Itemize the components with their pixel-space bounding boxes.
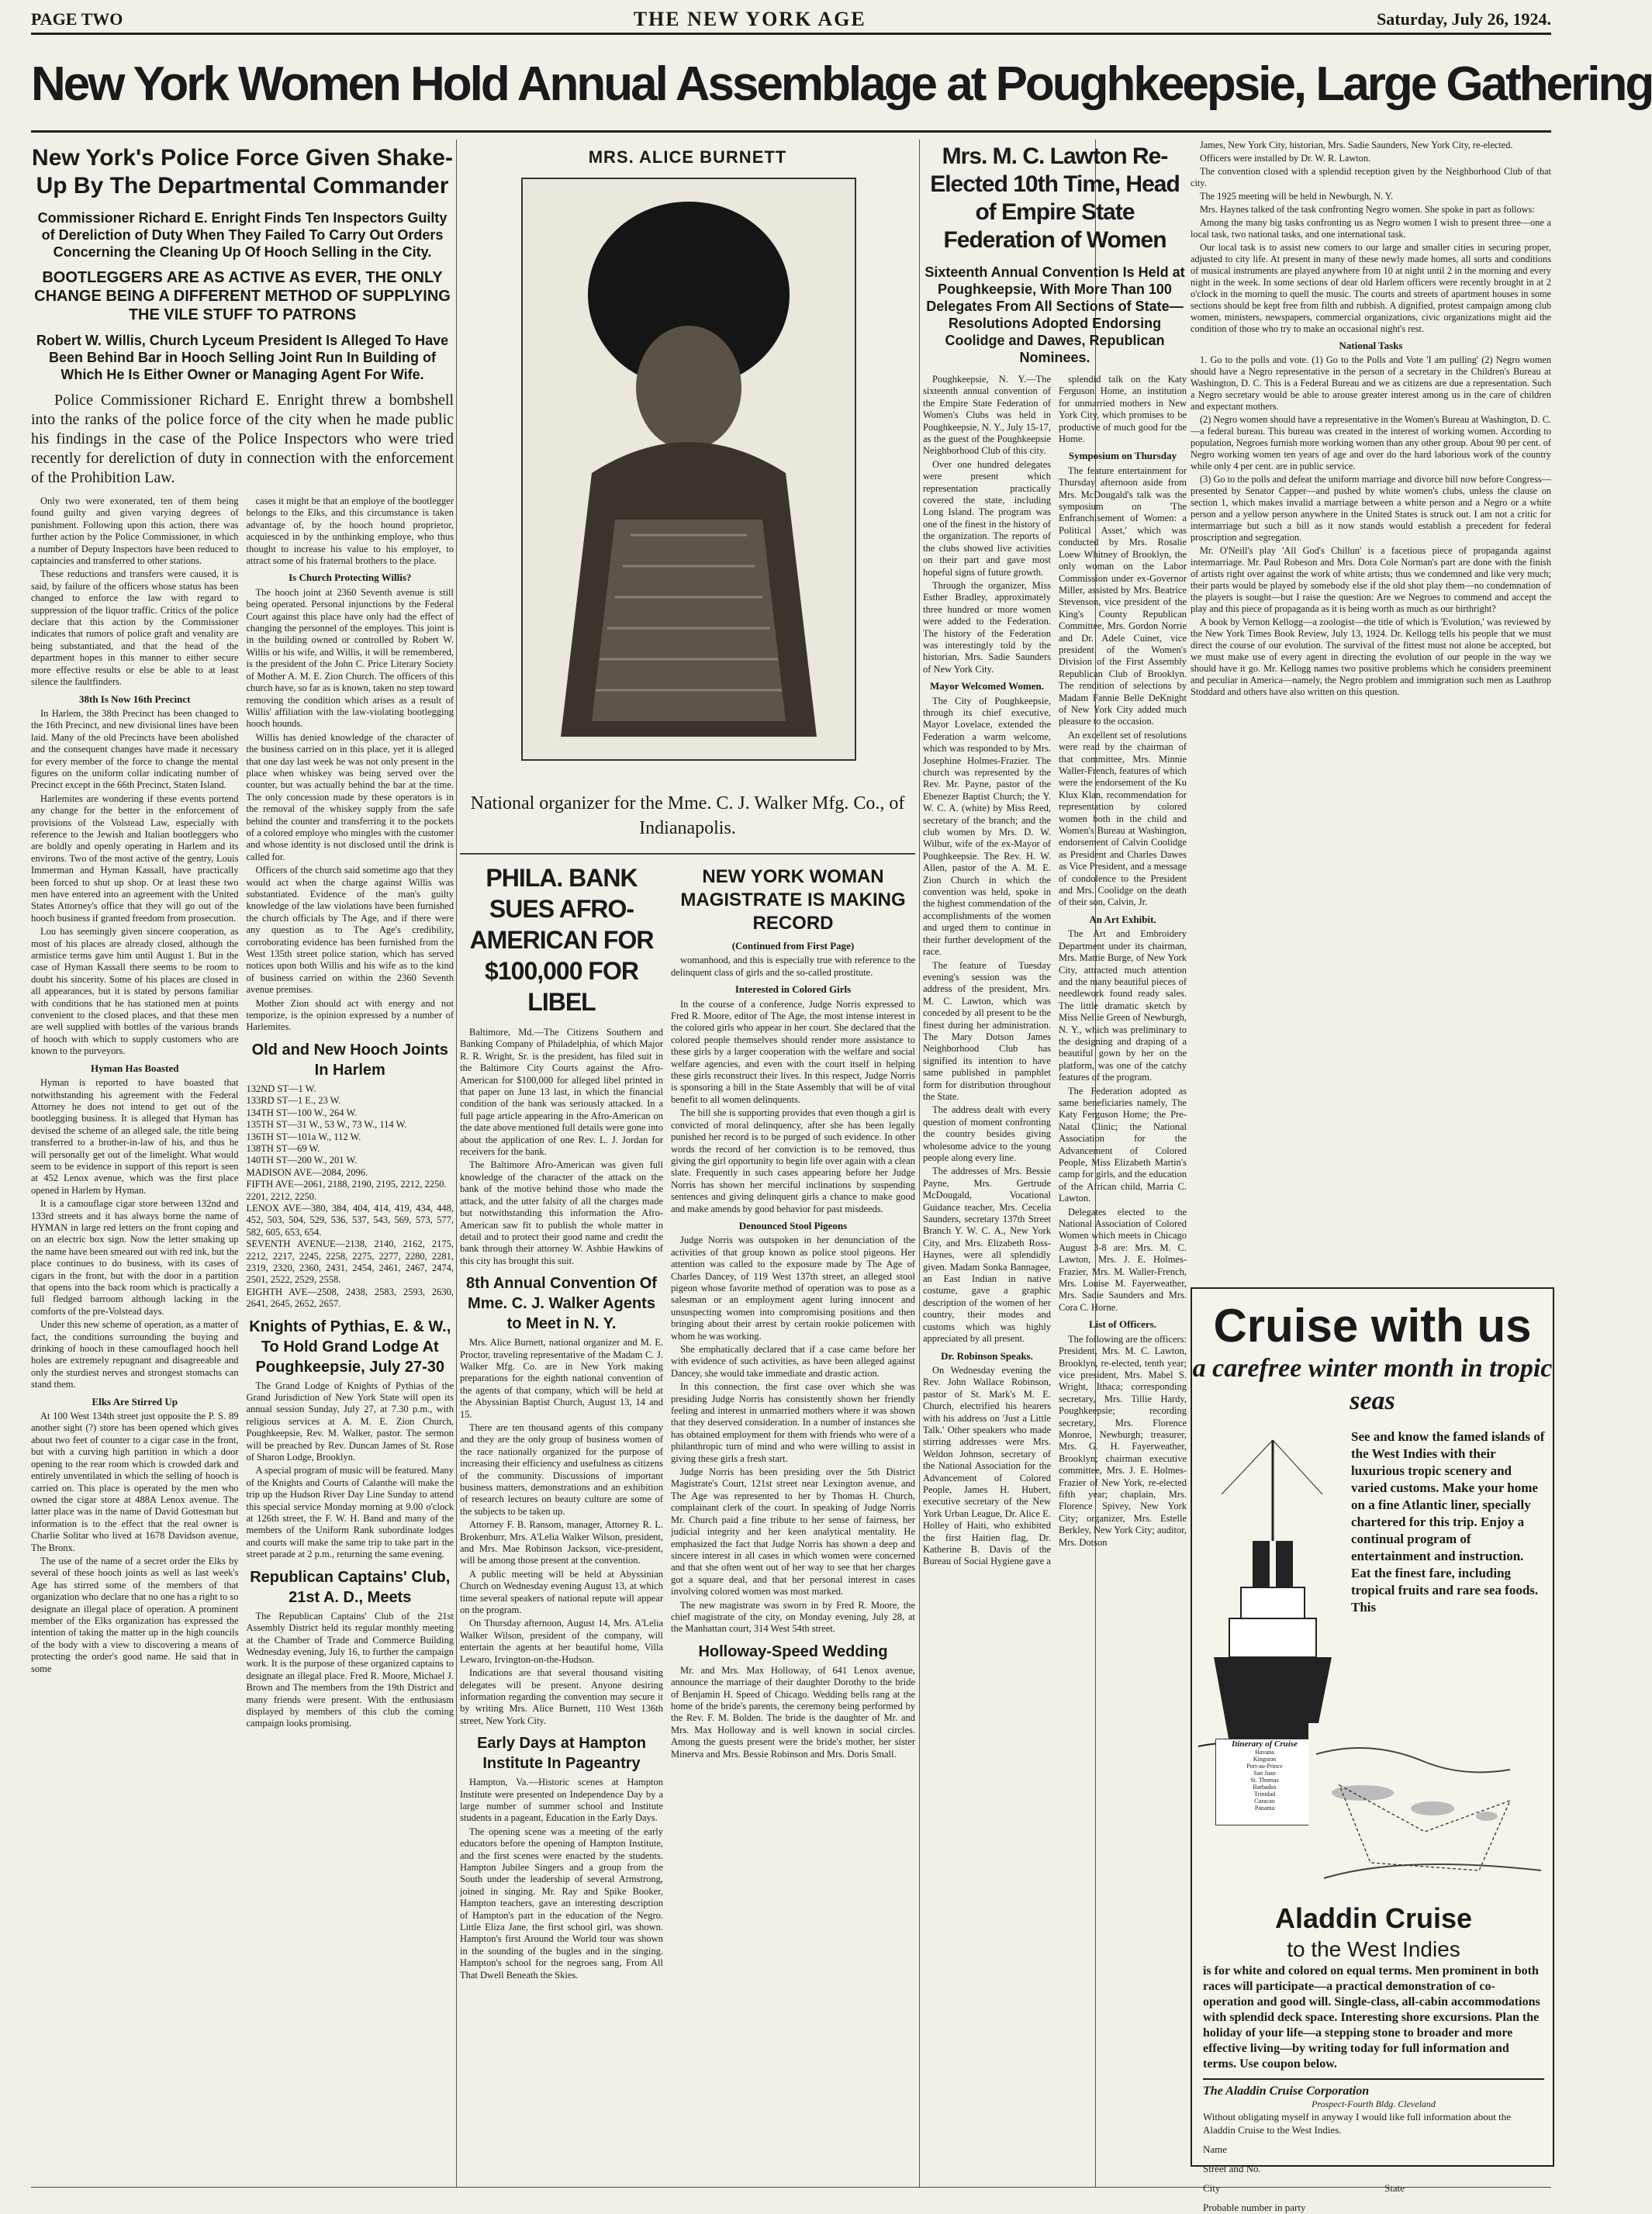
rep-headline: Republican Captains' Club, 21st A. D., Meets <box>250 1568 451 1606</box>
paragraph: The Republican Captains' Club of the 21st Assembly District held its regular monthly meeting at the Chamber of Trade and Commerce Building Wednesday evening, July 16, to further the campaign work. It is the purpose of these organized captains to designate an illegal place. Fred R. Moore, Michael J. Brown and The members from the 19th District and many friends were present. With the enthusiasm displayed by members of this club the coming campaign looks promising. <box>246 1610 454 1729</box>
magistrate-headline: NEW YORK WOMAN MAGISTRATE IS MAKING RECORD <box>680 866 906 934</box>
subhead: 38th Is Now 16th Precinct <box>79 693 191 705</box>
list-item: 132ND ST—1 W. <box>246 1083 316 1094</box>
paragraph: cases it might be that an employe of the bootlegger belongs to the Elks, and this circumstance is taken advantage of, by the hooch hound proprietor, acquiesced in by the unthinking employe, who thus thought to increase his value to his employer, to attract some of his fraternal brothers to the place. <box>246 496 454 567</box>
paragraph: The Art and Embroidery Department under its chairman, Mrs. Mattie Burge, of New York City, attracted much attention and the many beautiful pieces of needlework found ready sales. The little dramatic sketch by Miss Nellie Green of Newburgh, N. Y., which was preliminary to the designing and draping of a beautiful gown by her on the platform, was one of the catchy features of the program. <box>1059 928 1187 1083</box>
itinerary-box <box>1215 1739 1314 1825</box>
itinerary-row: Trinidad <box>1253 1791 1276 1798</box>
issue-date: Saturday, July 26, 1924. <box>1377 9 1551 29</box>
ad-body: See and know the famed islands of the West Indies with their luxurious tropic scenery and varied customs. Make your home on a fine Atlantic liner, specially chartered for this trip. Enjoy a continual program of entertainment and instruction. Eat the finest fare, including tropical fruits and rare sea foods. This <box>1351 1429 1545 1615</box>
list-item: MADISON AVE—2084, 2096. <box>246 1166 368 1178</box>
phila-headline: PHILA. BANK SUES AFRO-AMERICAN FOR $100,000 FOR LIBEL <box>469 864 654 1016</box>
paragraph: Mr. O'Neill's play 'All God's Chillun' is a facetious piece of propaganda against intermarriage. Mr. Paul Robeson and Mrs. Dora Cole Norman's part are done with the finish of artists right over against the work of white artists; thus we condemned and like very much; their parts would be played by somebody else if the old shot play them—no condemnation of the players is sought—but I raise the question: Are we Negroes to commend and accept the play and this piece of propaganda as it is being worth as much as our birthright? <box>1191 545 1551 614</box>
itinerary-row: Port-au-Prince <box>1246 1763 1283 1770</box>
paragraph: The opening scene was a meeting of the early educators before the opening of Hampton Institute, and the first scenes were enacted by the students. Hampton Jubilee Singers and a group from the South under the leadership of several Armstrong, joined in singing. Mr. Ray and Spike Booker, Hampton teachers, gave an interesting description of Hampton's part in the education of the Negro. Little Eliza Jane, the first school girl, was shown. Hampton's first Around the World tour was shown in the sounding of the bugles and in the singing. Hampton's school for the negroes sang, From All That Dwell Beneath the Skies. <box>460 1825 663 1981</box>
cruise-advertisement <box>1191 1287 1554 2213</box>
paragraph: Mrs. Alice Burnett, national organizer and M. E. Proctor, traveling representative of the Madam C. J. Walker Mfg. Co. are in New York making preparations for the eighth national convention of the agents of that company, which will be held at the Abyssinian Baptist Church, August 13, 14 and 15. <box>460 1337 663 1420</box>
paragraph: A book by Vernon Kellogg—a zoologist—the title of which is 'Evolution,' was reviewed by the New York Times Book Review, July 13, 1924. Dr. Kellogg tells his people that we must direct the course of our evolution. The survival of the fittest must not alone be accepted, but we must make use of every agent in directing the evolution of our people in the way we should have it go. Mr. Kellogg names two positive problems which he considers preeminent and peculiar in America—namely, the Negro problem and immigration such men as Lauthrop Stoddard and others have also written on this question. <box>1191 617 1551 697</box>
ad-title: Cruise with us <box>1213 1300 1532 1352</box>
paragraph: Harlemites are wondering if these events portend any change for the better in the enforcement of provisions of the Volstead Law, especially with reference to the Jewish and Italian bootleggers who are boldly and openly operating in Harlem and its environs. Two of the most active of the gentry, Louis Immerman and Hyman Kassall, have practically been forced to shut up shop. Or at least these two men have entered into an agreement with the United States Attorney's office that they will go out of the hooch business if granted freedom from prosecution. <box>31 793 239 924</box>
paragraph: Willis has denied knowledge of the character of the business carried on in this place, yet it is alleged that one day last week he was not only present in the place when whiskey was being served over the counter, but was actually behind the bar at the time. The only concession made by these operators is in the removal of the whiskey supply from the safe behind the counter and transferring it to the pockets of a colored employe who mingles with the customer and whose identity is not disclosed until the drink is called for. <box>246 731 454 862</box>
paragraph: 1. Go to the polls and vote. (1) Go to the Polls and Vote 'I am pulling' (2) Negro women should have a Negro representative in the person of a secretary in the Children's Bureau at Washington, D. C. This is a Federal Bureau and we as citizens are due a representation. Such a Negro secretary would be able to arouse greater interest among us in the care of children and expectant mothers. <box>1191 354 1551 412</box>
ad-destination: to the West Indies <box>1287 1937 1460 1961</box>
paragraph: On Thursday afternoon, August 14, Mrs. A'Lelia Walker Wilson, president of the company, will entertain the agents at her beautiful home, Villa Lewaro, Irvington-on-the-Hudson. <box>460 1618 663 1665</box>
paragraph: The use of the name of a secret order the Elks by several of these hooch joints as well as last week's Age has stirred some of the members of that organization who declare that no one has a right to so designate an illegal place of operation. A prominent member of the Elks organization has expressed the intention of taking the matter up in the high councils of the body with a view to discovering a means of protecting the order's good name. He said that in some <box>31 1555 239 1674</box>
paragraph: Poughkeepsie, N. Y.—The sixteenth annual convention of the Empire State Federation of Women's Clubs was held in Poughkeepsie, N. Y., July 15-17, as the guest of the Poughkeepsie Neighborhood Club of this city. <box>923 374 1051 457</box>
paragraph: The convention closed with a splendid reception given by the Neighborhood Club of that city. <box>1191 166 1551 188</box>
subhead: Is Church Protecting Willis? <box>289 572 412 584</box>
coupon-city-field[interactable]: City <box>1203 2182 1221 2194</box>
lawton-article <box>923 140 1187 1567</box>
paragraph: James, New York City, historian, Mrs. Sadie Saunders, New York City, re-elected. <box>1200 140 1513 150</box>
list-item: 136TH ST—101a W., 112 W. <box>246 1131 361 1142</box>
paragraph: Officers were installed by Dr. W. R. Lawton. <box>1200 153 1371 164</box>
paragraph: Officers of the church said sometime ago that they would act when the charge against Willis was substantiated. Evidence of the man's guilty knowledge of the law violations have been furnished the church officials by The Age, and if there were any question as to The Age's credibility, corroborating evidence has been furnished from the West 135th street police station, which has served notices upon both Willis and his wife as to the kind of business carried on within the 2360 Seventh avenue premises. <box>246 865 454 996</box>
subhead: An Art Exhibit. <box>1089 913 1156 925</box>
paragraph: In Harlem, the 38th Precinct has been changed to the 16th Precinct, and new divisional lines have been laid. Many of the old Precincts have been abolished and the consequent changes have made it necessary for every member of the force to change the mental figures on the uniform collar indicating number of Precinct except in the 66th Precinct, Staten Island. <box>31 707 239 791</box>
kop-headline: Knights of Pythias, E. & W., To Hold Grand Lodge At Poughkeepsie, July 27-30 <box>249 1318 451 1376</box>
police-deck-1: Commissioner Richard E. Enright Finds Ten Inspectors Guilty of Dereliction of Duty When They Failed To Carry Out Orders Concerning the Cleaning Up Of Hooch Selling in the City. <box>37 210 448 260</box>
paragraph: At 100 West 134th street just opposite the P. S. 89 another sight (?) store has been opened which gives about two feet of counter to a cigar case in the front, but with a curving high partition in which a door opening to the rear room which is crowded dark and entirely unventilated in which the selling of hooch is carried on. This place is operated by the men who owned the cigar store at 488A Lenox avenue. The latter place was in the name of David Gottesman but information is to the effect that the real owner is Charlie Solitar who lived at 1678 Davidson avenue, The Bronx. <box>31 1411 239 1553</box>
paragraph: A public meeting will be held at Abyssinian Church on Wednesday evening August 13, at which time several speakers of national repute will appear on the program. <box>460 1568 663 1616</box>
paragraph: Baltimore, Md.—The Citizens Southern and Banking Company of Philadelphia, of which Major R. R. Wright, Sr. is the president, has filed suit in the Baltimore City Courts against the Afro-American for $100,000 for alleged libel printed in that paper on June 13 last, in which the financial condition of the bank was seriously attacked. In a full page article appearing in the Afro-American on the date above mentioned full details were gone into about the application of one Rev. L. J. Jordan for receivers for the bank. <box>460 1027 663 1158</box>
paragraph: The feature entertainment for Thursday afternoon aside from Mrs. McDougald's talk was the symposium on 'The Enfranchisement of Women: a Political Asset,' which was conducted by Mrs. Rosalie Loew Whitney of Brooklyn, the only woman on the Labor Commission under ex-Governor Miller, assisted by Mrs. Beatrice Stevenson, vice president of the King's County Republican Committee, Mrs. Gordon Norrie and Dr. Adele Cuinet, vice president of the Women's Division of the First Assembly Republican Club of Brooklyn. The rendition of selections by Madam Fannie Belle DeKnight of New York City added much pleasure to the occasion. <box>1059 465 1187 727</box>
list-item: 138TH ST—69 W. <box>246 1142 320 1154</box>
police-article <box>31 140 454 2187</box>
paper-name: THE NEW YORK AGE <box>633 8 866 30</box>
paragraph: She emphatically declared that if a case came before her with evidence of such activities, as have been alleged against Dancey, she would take immediate and drastic action. <box>671 1344 915 1379</box>
lawton-headline: Mrs. M. C. Lawton Re-Elected 10th Time, Head of Empire State Federation of Women <box>930 143 1180 253</box>
continued-note: (Continued from First Page) <box>731 940 855 952</box>
paragraph: womanhood, and this is especially true with reference to the delinquent class of girls and the so-called prostitute. <box>671 955 915 978</box>
paragraph: The bill she is supporting provides that even though a girl is convicted of moral delinquency, after she has been legally punished her record is to be purged of such evidence. In other words the record of her conviction is to be removed, thus giving the girl opportunity to begin life over again with a clean slate. Frequently in such cases appearing before her Judge Norris has shown her merciful inclinations by suspending sentences and giving delinquent girls a chance to make good and make amends by good behavior for past misdeeds. <box>671 1107 915 1214</box>
photo-box <box>460 140 915 855</box>
paragraph: Among the many big tasks confronting us as Negro women I wish to present three—one a local task, two national tasks, and one international task. <box>1191 217 1551 240</box>
paragraph: Mrs. Haynes talked of the task confronting Negro women. She spoke in part as follows: <box>1200 204 1535 215</box>
paragraph: (3) Go to the polls and defeat the uniform marriage and divorce bill now before Congress—presented by Senator Capper—and pushed by white women's clubs, unless the clause on section 1, which makes invalid a marriage between a white person and a Negro or a white person and a yellow person anywhere in the United States is struck out. I am not a critic for intermarriage but such a bill as it now stands would establish a precedent for federal proscription and segregation. <box>1191 474 1551 543</box>
coupon[interactable] <box>1203 2078 1544 2214</box>
ad-lower <box>1203 1901 1544 2214</box>
ad-corporation: The Aladdin Cruise Corporation <box>1203 2084 1370 2098</box>
paragraph: The feature of Tuesday evening's session was the address of the president, Mrs. M. C. Lawton, which was conceded by all present to be the finest during her administration. The Mary Dotson James Neighborhood Club has signified its intention to have same published in pamphlet form for distribution throughout the State. <box>923 959 1051 1102</box>
subhead: Denounced Stool Pigeons <box>738 1219 848 1231</box>
photo-caption: National organizer for the Mme. C. J. Walker Mfg. Co., of Indianapolis. <box>470 793 905 838</box>
subhead: National Tasks <box>1339 340 1403 351</box>
ad-subtitle: a carefree winter month in tropic seas <box>1192 1354 1553 1415</box>
itinerary-row: St. Thomas <box>1250 1777 1279 1784</box>
lawton-col-b <box>1059 374 1187 1570</box>
photo-title: MRS. ALICE BURNETT <box>588 147 787 167</box>
walker-headline: 8th Annual Convention Of Mme. C. J. Walker Agents to Meet in N. Y. <box>466 1275 657 1333</box>
subhead: Mayor Welcomed Women. <box>930 680 1044 693</box>
police-col-b <box>247 496 454 1732</box>
itinerary-row: San Juan <box>1253 1770 1276 1777</box>
subhead: Elks Are Stirred Up <box>92 1395 178 1407</box>
itinerary-row: Havana <box>1255 1749 1274 1756</box>
paragraph: (2) Negro women should have a representative in the Women's Bureau at Washington, D. C.—a federal bureau. This bureau was created in the interest of working women. According to population, Negroes furnish more working women than any other group. About 90 per cent. of Negro working women ten years of age and over do the hard laborious work of the country while only 4 per cent. are in public service. <box>1191 414 1551 471</box>
itinerary-row: Barbados <box>1253 1784 1277 1791</box>
paragraph: Over one hundred delegates were present which representation practically covered the state, including Long Island. The program was one of the finest in the history of the organization. The reports of the clubs showed live activities on their part and gave most hopeful signs of future growth. <box>923 458 1051 578</box>
ad-paragraph: is for white and colored on equal terms. Men prominent in both races will participate—a practical demonstration of co-operation and good will. Single-class, all-cabin accommodations with splendid deck space. Interesting shore excursions. Plan the holiday of your life—a stepping stone to broader and more effective living—by writing today for full information and terms. Use coupon below. <box>1203 1964 1540 2071</box>
paragraph: These reductions and transfers were caused, it is said, by failure of the officers whose status has been changed to enforce the law with regard to suppression of the liquor traffic. Critics of the police declare that this action by the Commissioner indicates that rumors of police graft and venality are being substantiated, and that the head of the department hopes in this manner to either secure more effective results or else be able to at least silence the faultfinders. <box>31 568 239 688</box>
paragraph: Through the organizer, Miss Esther Bradley, approximately three hundred or more women were added to the Federation. The history of the Federation was interestingly told by the historian, Mrs. Sadie Saunders of New York City. <box>923 579 1051 675</box>
coupon-name-field[interactable]: Name <box>1203 2143 1228 2155</box>
paragraph: The addresses of Mrs. Bessie Payne, Mrs. Gertrude McDougald, Vocational Guidance teacher, Mrs. Cecelia Saunders, secretary 137th Street Branch Y. W. C. A., New York City, and Mrs. Elizabeth Ross-Haynes, were all splendidly given. Madam Sonka Bannagee, an East Indian in native costume, gave a graphic description of the women of her country, their modes and customs which was highly appreciated by all present. <box>923 1166 1051 1345</box>
list-item: EIGHTH AVE—2508, 2438, 2583, 2593, 2630, 2641, 2645, 2652, 2657. <box>246 1286 454 1310</box>
list-item: 140TH ST—200 W., 201 W. <box>246 1155 358 1166</box>
paragraph: The 1925 meeting will be held in Newburgh, N. Y. <box>1200 191 1394 202</box>
paragraph: The address dealt with every question of moment confronting the country besides giving wholesome advice to the young people along every line. <box>923 1104 1051 1163</box>
banner-headline: New York Women Hold Annual Assemblage at Poughkeepsie, Large Gathering <box>31 39 1551 133</box>
subhead: Interested in Colored Girls <box>734 983 852 996</box>
column-rule <box>456 140 457 2187</box>
paragraph: It is a camouflage cigar store between 132nd and 133rd streets and it has always borne the name of HYMAN in large red letters on the front coping and on an electric box sign. Now the letter smaking up the name have been smeared out with red ink, but the place continues to do business, with its cases of cigars in the front, but with the door in a partition that opens into the back room which is practically a full fledged barroom although lacking in the comforts of the pre-Volstead days. <box>31 1198 239 1317</box>
paragraph: Mr. and Mrs. Max Holloway, of 641 Lenox avenue, announce the marriage of their daughter Dorothy to the bride of Benjamin H. Speed of Chicago. Wedding bells rang at the home of the bride's parents, the ceremony being performed by the Rev. F. M. Bolden. The bride is the daughter of Mr. and Mrs. Max Holloway and is well known in social circles. Among the guests present were the bride's mother, her sister Minerva and Mrs. Bessie Robinson and Mrs. Doris Small. <box>671 1664 915 1760</box>
paragraph: The Baltimore Afro-American was given full knowledge of the character of the attack on the bank of the motive behind those who made the attack, and the utter falsity of all the charges made but notwithstanding this information the Afro-American saw fit to publish the whole matter in detail and to protect their good name and credit the bank through their attorney W. Ashbie Hawkins of this city has brought this suit. <box>460 1159 663 1266</box>
subhead: Hyman Has Boasted <box>91 1062 179 1074</box>
list-item: FIFTH AVE—2061, 2188, 2190, 2195, 2212, 2250. <box>246 1179 447 1190</box>
paragraph: In the course of a conference, Judge Norris expressed to Fred R. Moore, editor of The Age, the most intense interest in the colored girls who appear in her court. She declared that the colored people themselves should render more assistance to these girls by a larger cooperation with the welfare and social welfare agencies, and even with the court itself in helping these girls reconstruct their lives. In this respect, Judge Norris is sponsoring a bill in the State Assembly that will be of vital benefit to all women delinquents. <box>671 998 915 1105</box>
paragraph: The Federation adopted as same beneficiaries namely, The Katy Ferguson Home; the Pre-Natal Clinic; the National Association for the Advancement of Colored People, Miss Elizabeth Martin's camp for girls, and the education of the African child, Marria C. Lawton. <box>1059 1085 1187 1204</box>
paragraph: On Wednesday evening the Rev. John Wallace Robinson, pastor of St. Mark's M. E. Church, electrified his hearers with his address on 'Just a Little Talk.' Other speakers who made stirring addresses were Mrs. Weldon Johnson, secretary of the National Association for the Advancement of Colored People, James H. Hubert, executive secretary of the New York Urban League, Dr. Alice E. Holley of Haiti, who exhibited the first Haitien flag, Dr. Katherine B. Davis of the Bureau of Social Hygiene gave a <box>923 1364 1051 1567</box>
haynes-column <box>1191 140 1551 1280</box>
paragraph: splendid talk on the Katy Ferguson Home, an institution for unmarried mothers in New York City, which promises to be productive of much good for the Home. <box>1059 374 1187 445</box>
page-bottom-rule <box>31 2187 1551 2192</box>
hooch-list <box>247 1083 454 1311</box>
police-deck-3: Robert W. Willis, Church Lyceum President Is Alleged To Have Been Behind Bar in Hooch Selling Joint Run In Building of Which He Is Either Owner or Managing Agent For Wife. <box>36 333 449 382</box>
caribbean-map-illustration <box>1308 1723 1549 1901</box>
paragraph: The hooch joint at 2360 Seventh avenue is still being operated. Personal injunctions by the Federal Court against this place have only had the effect of changing the personnel of the employes. This joint is in the building owned or controlled by Robert W. Willis or his wife, and Willis, it will be remembered, is the president of the John C. Price Literary Society of Mother A. M. E. Zion Church. The officers of this church have, so far as is known, taken no step toward removing the condition which arises as a result of Willis' affiliation with the law-violating bootlegging hooch hounds. <box>246 586 454 730</box>
paragraph: Attorney F. B. Ransom, manager, Attorney R. L. Brokenburr, Mrs. A'Lelia Walker Wilson, president, and Mrs. Mae Robinson Jackson, vice-president, will be among those present at the convention. <box>460 1519 663 1566</box>
list-item: 134TH ST—100 W., 264 W. <box>246 1107 358 1118</box>
paragraph: Judge Norris was outspoken in her denunciation of the activities of that group known as police stool pigeons. Her attention was called to the exposure made by The Age of Charles Dancey, of 119 West 137th street, an alleged stool pigeon whose favorite method of operation was to pose as a salesman or an employment agent luring innocent and unsuspecting women into compromising positions and then bringing about their arrest by certain rookie policemen with whom he was working. <box>671 1235 915 1342</box>
paragraph: Judge Norris has been presiding over the 5th District Magistrate's Court, 121st street near Lexington avenue, and The Age was represented to her by Thomas H. Church, complainant clerk of the court. In speaking of Judge Norris Mr. Church paid a fine tribute to her sense of fairness, her judicial integrity and her keen analytical mentality. He emphasized the fact that Judge Norris has shown a deep and sincere interest in all cases in which women were concerned and that she often went out of her way to see that her charges got a square deal, and that her personal interest in cases involving colored women was most marked. <box>671 1466 915 1597</box>
police-lead: Police Commissioner Richard E. Enright threw a bombshell into the ranks of the police force of the city when he made public his findings in the case of the Police Inspectors who were tried recently for dereliction of duty in connection with the enforcement of the Prohibition Law. <box>31 392 454 486</box>
list-item: LENOX AVE—380, 384, 404, 414, 419, 434, 448, 452, 503, 504, 529, 536, 537, 543, 569, 573, 577, 582, 605, 653, 654. <box>246 1202 454 1238</box>
paragraph: The new magistrate was sworn in by Fred R. Moore, the chief magistrate of the city, on Monday evening, July 28, at the Manhattan court, 314 West 54th street. <box>671 1599 915 1635</box>
list-item: SEVENTH AVENUE—2138, 2140, 2162, 2175, 2212, 2217, 2245, 2258, 2275, 2277, 2280, 2281, 2319, 2320, 2360, 2431, 2454, 2461, 2467, 2474, 2501, 2522, 2529, 2558. <box>246 1238 454 1286</box>
page-number: PAGE TWO <box>31 9 123 29</box>
paragraph: The following are the officers: President, Mrs. M. C. Lawton, Brooklyn, re-elected, tenth year; vice president, Mrs. Mabel S. Wright, Ithaca; corresponding secretary, Mrs. Tillie Hardy, Poughkeepsie; recording secretary, Mrs. Florence Monroe, Newburgh; treasurer, Mrs. G. H. Fayerweather, Brooklyn; chairman executive committee, Mrs. J. E. Holmes-Frazier of New York, re-elected fifth year; chaplain, Mrs. Florence Spivey, New York City; organizer, Mrs. Estelle Berkley, New York City; auditor, Mrs. Dotson <box>1059 1333 1187 1548</box>
paragraph: The Grand Lodge of Knights of Pythias of the Grand Jurisdiction of New York State will open its annual session Sunday, July 27, at 7.30 p.m., with religious services at A. M. E. Zion Church, Poughkeepsie, Rev. M. Walker, pastor. The sermon will be preached by Rev. Duncan James of St. Rose of Sharon Lodge, Brooklyn. <box>246 1380 454 1463</box>
paragraph: Under this new scheme of operation, as a matter of fact, the conditions surrounding the buying and drinking of hooch in these camouflaged hooch hell holes are extremely repugnant and disagreeable and only the sturdiest nerves and strongest stomachs can stand them. <box>31 1319 239 1390</box>
col-magistrate <box>671 859 915 2187</box>
police-headline: New York's Police Force Given Shake-Up By The Departmental Commander <box>32 145 453 199</box>
hampton-headline: Early Days at Hampton Institute In Pageantry <box>477 1735 646 1773</box>
subhead: Dr. Robinson Speaks. <box>941 1349 1033 1362</box>
coupon-state-field[interactable]: State <box>1384 2182 1405 2194</box>
paragraph: Delegates elected to the National Association of Colored Women which meets in Chicago August 3-8 are: Mrs. M. C. Lawton, Mrs. J. E. Holmes-Frazier, Mrs. M. Waller-French, Mrs. Louise M. Fayerweather, Mrs. Sadie Saunders and Mrs. Cora C. Horne. <box>1059 1206 1187 1313</box>
portrait-photo <box>522 178 855 760</box>
paragraph: Mother Zion should act with energy and not temporize, is the opinion expressed by a number of Harlemites. <box>246 997 454 1033</box>
itinerary-row: Panama <box>1254 1805 1275 1812</box>
paragraph: Indications are that several thousand visiting delegates will be present. Anyone desiring information regarding the convention may secure it by writing Mrs. Alice Burnett, 110 West 136th street, New York City. <box>460 1667 663 1726</box>
lawton-col-a <box>923 374 1051 1570</box>
paragraph: A special program of music will be featured. Many of the Knights and Courts of Calanthe will make the trip up the Hudson River Day Line Sunday to attend this special service Monday morning at 9.00 o'clock at 126th street, the F. W. H. Band and many of the members of the Uniform Rank subordinate lodges and courts will make the same trip to take part in the street parade at 2 p.m., returning the same evening. <box>246 1465 454 1560</box>
hooch-headline: Old and New Hooch Joints In Harlem <box>251 1041 448 1079</box>
paragraph: Hyman is reported to have boasted that notwithstanding his agreement with the Federal Attorney he does not intend to get out of the bootlegging business. It is alleged that Hyman has devised the scheme of an alleged sale, the title being transferred to a brother-in-law of his, and thus he will personally get out of the limelight. What would seem to be evidence in support of this report is seen at 452 Lenox avenue, which was the first place opened in Harlem by Hyman. <box>31 1077 239 1196</box>
ad-cruise-name: Aladdin Cruise <box>1274 1902 1473 1934</box>
itinerary-title: Itinerary of Cruise <box>1232 1739 1298 1749</box>
coupon-text: Without obligating myself in anyway I would like full information about the Aladdin Cruise to the West Indies. <box>1203 2111 1511 2136</box>
list-item: 2201, 2212, 2250. <box>246 1190 317 1202</box>
paragraph: The City of Poughkeepsie, through its chief executive, Mayor Lovelace, extended the Federation a warm welcome, which was responded to by Mrs. Josephine Holmes-Frazier. The church was represented by the Rev. Mr. Payne, pastor of the Ebenezer Baptist Church; the Y. W. C. A. (white) by Miss Reed, secretary of the branch; and the club women by Mrs. D. W. Wilbur, wife of the ex-Mayor of Poughkeepsie. The Rev. H. W. Allen, pastor of the A. M. E. Zion Church in which the convention was held, spoke in the highest commendation of the accomplishments of the women and urged them to continue in their further development of the race. <box>923 695 1051 958</box>
paragraph: There are ten thousand agents of this company and they are the only group of business women of the race nationally organized for the purpose of increasing their efficiency and usefulness as citizens of the community. Discussions of important business matters, demonstrations and an exhibition of research lectures on beauty culture are some of the subjects to be taken up. <box>460 1421 663 1517</box>
masthead <box>31 6 1551 35</box>
ad-address: Prospect-Fourth Bldg. Cleveland <box>1312 2098 1436 2109</box>
subhead: Symposium on Thursday <box>1068 450 1177 462</box>
paragraph: Only two were exonerated, ten of them being found guilty and given varying degrees of punishment. Following upon this action, there was further action by the Police Commissioner, in which a number of Deputy Inspectors have been reduced to captaincies and transferred to other stations. <box>31 496 239 567</box>
paragraph: Lou has seemingly given sincere cooperation, as most of his places are already closed, although the armistice terms gave him until August 1. But in the case of Hyman Kassall there seems to be room to doubt his sincerity. Some of his places are closed in all appearances, but it is stated by persons familiar with conditions that he has stationed men at points convenient to the closed places, and that these men are well supplied with bottles of the various brands of hooch with which to supply customers who are known to the purveyors. <box>31 926 239 1057</box>
coupon-party-field[interactable]: Probable number in party <box>1203 2202 1306 2213</box>
holloway-headline: Holloway-Speed Wedding <box>698 1642 888 1660</box>
paragraph: In this connection, the first case over which she was presiding Judge Norris has consistently shown her friendly feeling and interest in unmarried mothers where it was shown that they deserved consideration. In a number of instances she has obtained employment for them with friends who were of a philanthropic turn of mind and who were willing to assist in giving these girls a fresh start. <box>671 1381 915 1464</box>
police-deck-2: BOOTLEGGERS ARE AS ACTIVE AS EVER, THE ONLY CHANGE BEING A DIFFERENT METHOD OF SUPPLYING THE VILE STUFF TO PATRONS <box>34 269 451 323</box>
paragraph: Our local task is to assist new comers to our large and smaller cities in securing proper, adjusted to city life. At present in many of these newly made homes, all sorts and conditions of musical instruments are played anywhere from 10 at night until 2 in the morning and every night in the week. In some sections of dear old Harlem officers were recently brought in at 2 o'clock in the morning to quell the music. The courts and streets of apartment houses in some sections should be kept free from filth and rubbish. A dignified, protest campaign among club women, ministers, newspapers, commercial organizations, civic organizations might aid the condition of those who try to make an occasional night's rest. <box>1191 242 1551 334</box>
list-item: 133RD ST—1 E., 23 W. <box>246 1095 341 1107</box>
police-col-a <box>31 496 239 1732</box>
lawton-deck: Sixteenth Annual Convention Is Held at Poughkeepsie, With More Than 100 Delegates From All Sections of State—Resolutions Adopted Endorsing Coolidge and Dawes, Republican Nominees. <box>924 264 1185 365</box>
paragraph: Hampton, Va.—Historic scenes at Hampton Institute were presented on Independence Day by a large number of summer school and Institute students in a pageant, Education in the Early Days. <box>460 1777 663 1824</box>
newspaper-page <box>31 0 1652 2213</box>
itinerary-row: Kingston <box>1253 1756 1277 1763</box>
ocean-liner-illustration <box>1198 1425 1347 1758</box>
column-rule <box>919 140 920 2187</box>
coupon-street-field[interactable]: Street and No. <box>1203 2163 1261 2174</box>
list-item: 135TH ST—31 W., 53 W., 73 W., 114 W. <box>246 1119 407 1131</box>
col-phila-walker <box>460 859 663 2187</box>
itinerary-row: Curacao <box>1254 1798 1275 1805</box>
paragraph: An excellent set of resolutions were read by the chairman of that committee, Mrs. Minnie Waller-French, features of which were the endorsement of the Ku Klux Klan, recommendation for representation by colored women both in the child and Women's Bureau at Washington, endorsement of Calvin Coolidge as President and Charles Dawes as Vice President, and a message of condolence to the President and Mrs. Coolidge on the death of their son, Calvin, Jr. <box>1059 729 1187 908</box>
subhead: List of Officers. <box>1088 1318 1156 1331</box>
